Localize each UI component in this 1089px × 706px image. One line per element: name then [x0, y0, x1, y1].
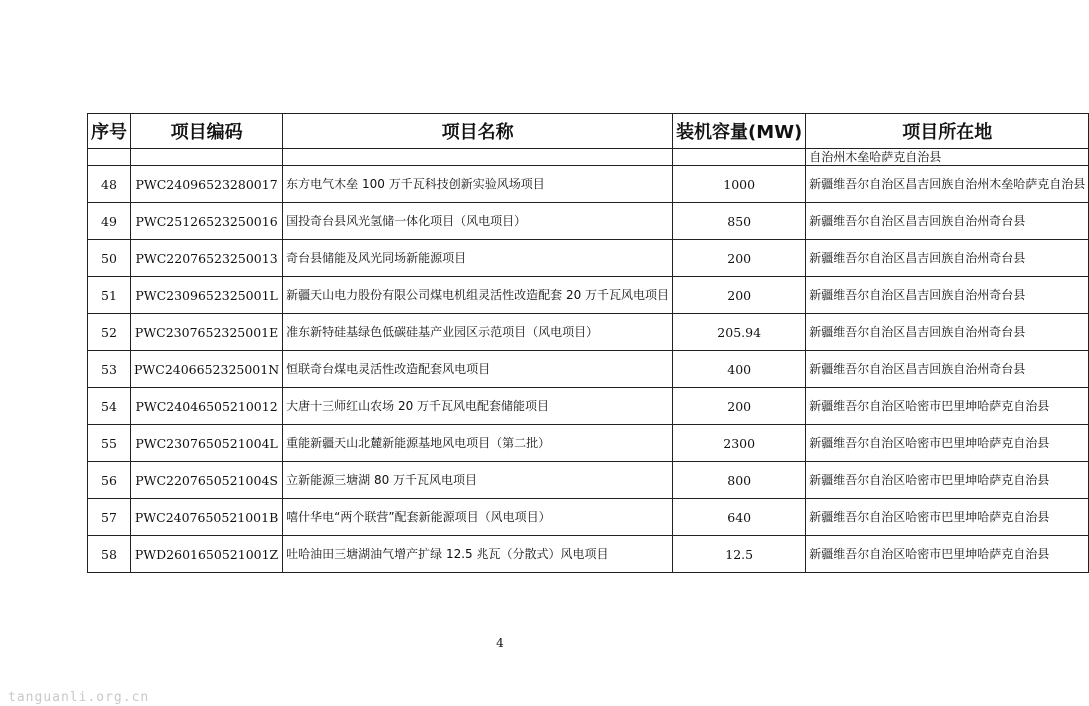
cell-location: 新疆维吾尔自治区昌吉回族自治州奇台县 — [806, 203, 1089, 240]
cell-name: 恒联奇台煤电灵活性改造配套风电项目 — [283, 351, 673, 388]
cell-code: PWC25126523250016 — [131, 203, 283, 240]
cell-location: 新疆维吾尔自治区哈密市巴里坤哈萨克自治县 — [806, 499, 1089, 536]
cell-name: 大唐十三师红山农场 20 万千瓦风电配套储能项目 — [283, 388, 673, 425]
cell-capacity: 12.5 — [673, 536, 806, 573]
col-header-no: 序号 — [88, 114, 131, 149]
cell-code: PWC2207650521004S — [131, 462, 283, 499]
table-row — [88, 166, 1089, 203]
cell-code: PWC2309652325001L — [131, 277, 283, 314]
cell-no: 52 — [88, 314, 131, 351]
table-row — [88, 203, 1089, 240]
cell-capacity: 400 — [673, 351, 806, 388]
col-header-location: 项目所在地 — [806, 114, 1089, 149]
col-header-name: 项目名称 — [283, 114, 673, 149]
cell-capacity: 200 — [673, 388, 806, 425]
cell-capacity: 640 — [673, 499, 806, 536]
cell-no: 54 — [88, 388, 131, 425]
table-row — [88, 314, 1089, 351]
cell-no: 58 — [88, 536, 131, 573]
cell-location: 新疆维吾尔自治区哈密市巴里坤哈萨克自治县 — [806, 462, 1089, 499]
cell-capacity: 800 — [673, 462, 806, 499]
cell-location: 新疆维吾尔自治区昌吉回族自治州木垒哈萨克自治县 — [806, 166, 1089, 203]
col-header-capacity: 装机容量(MW) — [673, 114, 806, 149]
project-table — [87, 113, 1089, 573]
cell-name: 吐哈油田三塘湖油气增产扩绿 12.5 兆瓦（分散式）风电项目 — [283, 536, 673, 573]
cell-empty — [88, 149, 131, 166]
watermark: tanguanli.org.cn — [8, 690, 150, 705]
cell-location: 新疆维吾尔自治区哈密市巴里坤哈萨克自治县 — [806, 425, 1089, 462]
cell-name: 奇台县储能及风光同场新能源项目 — [283, 240, 673, 277]
cell-name: 嘻什华电“两个联营”配套新能源项目（风电项目） — [283, 499, 673, 536]
cell-no: 51 — [88, 277, 131, 314]
table-row — [88, 425, 1089, 462]
cell-no: 57 — [88, 499, 131, 536]
table-row — [88, 351, 1089, 388]
header-row — [88, 114, 1089, 149]
table-row — [88, 240, 1089, 277]
cell-code: PWC24046505210012 — [131, 388, 283, 425]
cell-code: PWD2601650521001Z — [131, 536, 283, 573]
cell-location: 新疆维吾尔自治区昌吉回族自治州奇台县 — [806, 351, 1089, 388]
cell-name: 立新能源三塘湖 80 万千瓦风电项目 — [283, 462, 673, 499]
col-header-code: 项目编码 — [131, 114, 283, 149]
cell-code: PWC2407650521001B — [131, 499, 283, 536]
cell-location: 新疆维吾尔自治区昌吉回族自治州奇台县 — [806, 277, 1089, 314]
cell-no: 53 — [88, 351, 131, 388]
table-row — [88, 277, 1089, 314]
page-number: 4 — [496, 636, 504, 650]
cell-capacity: 205.94 — [673, 314, 806, 351]
cell-name: 新疆天山电力股份有限公司煤电机组灵活性改造配套 20 万千瓦风电项目 — [283, 277, 673, 314]
cell-capacity: 200 — [673, 277, 806, 314]
cell-capacity: 1000 — [673, 166, 806, 203]
cell-name: 东方电气木垒 100 万千瓦科技创新实验风场项目 — [283, 166, 673, 203]
cell-capacity: 200 — [673, 240, 806, 277]
cell-code: PWC2307652325001E — [131, 314, 283, 351]
continuation-row — [88, 149, 1089, 166]
cell-no: 48 — [88, 166, 131, 203]
cell-empty — [131, 149, 283, 166]
cell-empty — [283, 149, 673, 166]
cell-name: 重能新疆天山北麓新能源基地风电项目（第二批） — [283, 425, 673, 462]
cell-no: 55 — [88, 425, 131, 462]
cell-no: 56 — [88, 462, 131, 499]
table-row — [88, 536, 1089, 573]
cell-code: PWC22076523250013 — [131, 240, 283, 277]
table-row — [88, 462, 1089, 499]
cell-name: 国投奇台县风光氢储一体化项目（风电项目） — [283, 203, 673, 240]
cell-code: PWC2406652325001N — [131, 351, 283, 388]
cell-capacity: 850 — [673, 203, 806, 240]
cell-code: PWC24096523280017 — [131, 166, 283, 203]
cell-location: 新疆维吾尔自治区昌吉回族自治州奇台县 — [806, 240, 1089, 277]
cell-location: 新疆维吾尔自治区昌吉回族自治州奇台县 — [806, 314, 1089, 351]
cell-empty — [673, 149, 806, 166]
cell-code: PWC2307650521004L — [131, 425, 283, 462]
cell-name: 准东新特硅基绿色低碳硅基产业园区示范项目（风电项目） — [283, 314, 673, 351]
table-row — [88, 388, 1089, 425]
cell-capacity: 2300 — [673, 425, 806, 462]
cell-no: 50 — [88, 240, 131, 277]
cell-location: 新疆维吾尔自治区哈密市巴里坤哈萨克自治县 — [806, 388, 1089, 425]
table-row — [88, 499, 1089, 536]
cell-no: 49 — [88, 203, 131, 240]
cell-location: 新疆维吾尔自治区哈密市巴里坤哈萨克自治县 — [806, 536, 1089, 573]
cell-location: 自治州木垒哈萨克自治县 — [806, 149, 1089, 166]
